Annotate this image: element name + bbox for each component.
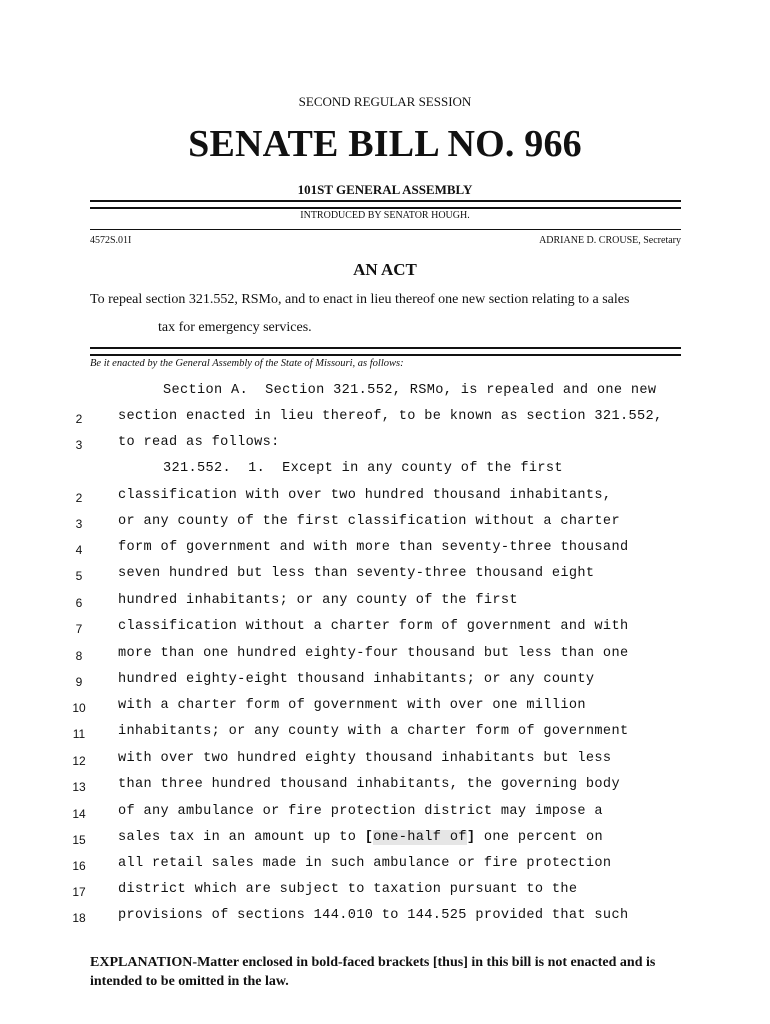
act-heading: AN ACT: [353, 260, 417, 279]
bill-line: [0, 751, 770, 771]
secretary-name: ADRIANE D. CROUSE, Secretary: [539, 235, 681, 246]
text-before-bracket: sales tax in an amount up to: [118, 830, 365, 845]
enacting-clause: Be it enacted by the General Assembly of the State of Missouri, as follows:: [90, 358, 404, 369]
bill-line: [0, 830, 770, 850]
line-number: 12: [72, 754, 86, 768]
line-text: of any ambulance or fire protection district may impose a: [118, 804, 603, 819]
rule-divider: [90, 229, 681, 230]
session-label: SECOND REGULAR SESSION: [298, 94, 472, 109]
act-title-line-1: To repeal section 321.552, RSMo, and to enact in lieu thereof one new section relating to a sales: [90, 292, 630, 307]
line-text: hundred eighty-eight thousand inhabitants; or any county: [118, 672, 595, 687]
bill-line: [0, 619, 770, 639]
bill-line: [0, 566, 770, 586]
line-text: seven hundred but less than seventy-three thousand eight: [118, 566, 595, 581]
line-number: 3: [75, 517, 83, 531]
line-text: provisions of sections 144.010 to 144.525 provided that such: [118, 908, 629, 923]
line-text: district which are subject to taxation pursuant to the: [118, 882, 578, 897]
introduced-by: INTRODUCED BY SENATOR HOUGH.: [300, 210, 470, 221]
line-number: 10: [72, 701, 86, 715]
bill-line: [0, 777, 770, 797]
double-rule-divider: [90, 200, 681, 209]
line-text: classification with over two hundred thousand inhabitants,: [118, 488, 612, 503]
line-text: or any county of the first classification without a charter: [118, 514, 620, 529]
close-bracket: ]: [466, 830, 476, 845]
line-number: 15: [72, 833, 86, 847]
line-number: 2: [75, 412, 83, 426]
text-after-bracket: one percent on: [475, 830, 603, 845]
line-text: form of government and with more than seventy-three thousand: [118, 540, 629, 555]
line-number: 11: [72, 727, 86, 741]
bill-line: [0, 698, 770, 718]
general-assembly: 101ST GENERAL ASSEMBLY: [297, 182, 473, 197]
bill-line: [0, 724, 770, 744]
line-text: classification without a charter form of government and with: [118, 619, 629, 634]
bill-line: [0, 435, 770, 455]
line-number: 3: [75, 438, 83, 452]
line-text: with a charter form of government with over one million: [118, 698, 586, 713]
bill-line: [0, 514, 770, 534]
line-number: 7: [75, 622, 83, 636]
bill-line: [0, 540, 770, 560]
line-number: 5: [75, 569, 83, 583]
bill-line: [0, 908, 770, 928]
bill-line: [0, 593, 770, 613]
line-number: 18: [72, 911, 86, 925]
bill-line: [0, 856, 770, 876]
line-number: 13: [72, 780, 86, 794]
line-text: [118, 830, 603, 845]
line-number: 2: [75, 491, 83, 505]
bill-line: [0, 409, 770, 429]
bill-line: [0, 804, 770, 824]
bill-line: [0, 672, 770, 692]
line-number: 9: [75, 675, 83, 689]
bill-line: [0, 461, 770, 481]
bill-line: [0, 882, 770, 902]
open-bracket: [: [364, 830, 374, 845]
line-number: 6: [75, 596, 83, 610]
line-number: 17: [72, 885, 86, 899]
section-heading-text: 321.552. 1. Except in any county of the first: [163, 461, 563, 476]
double-rule-divider: [90, 347, 681, 356]
line-number: 4: [75, 543, 83, 557]
line-text: than three hundred thousand inhabitants, the governing body: [118, 777, 620, 792]
line-number: 16: [72, 859, 86, 873]
line-text: inhabitants; or any county with a charter form of government: [118, 724, 629, 739]
omitted-matter: one-half of: [373, 830, 467, 845]
line-number: 8: [75, 649, 83, 663]
bill-title: SENATE BILL NO. 966: [188, 123, 582, 165]
explanation-note: EXPLANATION-Matter enclosed in bold-faced brackets [thus] in this bill is not enacted and is intended to be omitted in the law.: [90, 955, 656, 989]
line-text: all retail sales made in such ambulance or fire protection: [118, 856, 612, 871]
bill-line: [0, 488, 770, 508]
line-text: section enacted in lieu thereof, to be known as section 321.552,: [118, 409, 663, 424]
line-text: with over two hundred eighty thousand inhabitants but less: [118, 751, 612, 766]
line-text: hundred inhabitants; or any county of the first: [118, 593, 518, 608]
line-text: more than one hundred eighty-four thousand but less than one: [118, 646, 629, 661]
line-text: to read as follows:: [118, 435, 280, 450]
bill-line: [0, 646, 770, 666]
bill-line: [0, 383, 770, 403]
document-number: 4572S.01I: [90, 235, 132, 246]
line-number: 14: [72, 807, 86, 821]
line-text: Section A. Section 321.552, RSMo, is repealed and one new: [163, 383, 657, 398]
act-title-line-2: tax for emergency services.: [158, 320, 312, 335]
